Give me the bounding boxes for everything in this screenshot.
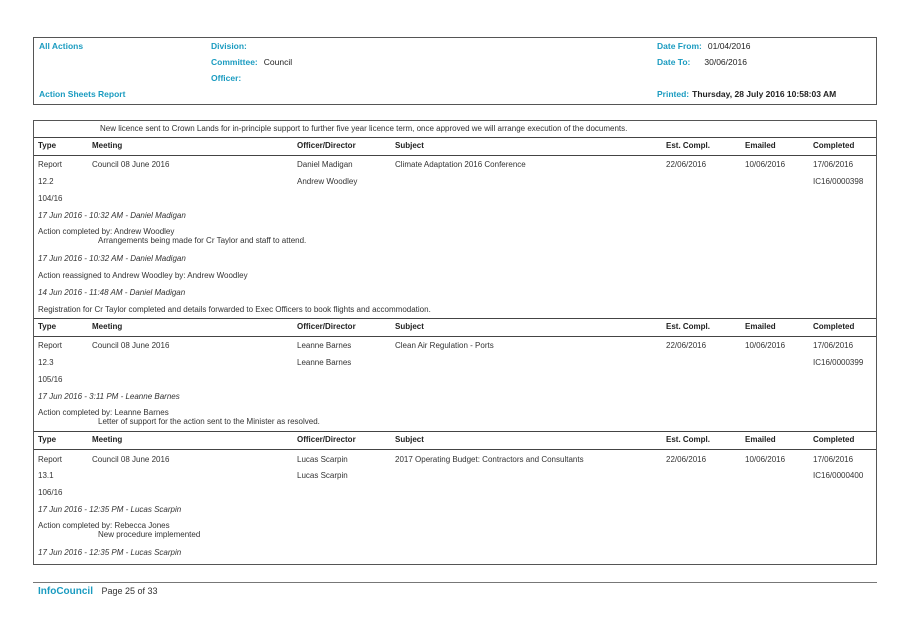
log-entry: Action reassigned to Andrew Woodley by: Andrew Woodley [38,271,248,280]
division-label: Division: [211,41,247,51]
log-stamp: 17 Jun 2016 - 3:11 PM - Leanne Barnes [38,392,180,401]
log-entry: Registration for Cr Taylor completed and details forwarded to Exec Officers to book flights and accommodation. [38,305,431,314]
log-stamp: 17 Jun 2016 - 10:32 AM - Daniel Madigan [38,211,186,220]
date-to-value: 30/06/2016 [704,57,747,67]
date-to: Date To: 30/06/2016 [657,57,747,67]
log-stamp: 14 Jun 2016 - 11:48 AM - Daniel Madigan [38,288,186,297]
intro-note-row [34,121,876,137]
date-from-value: 01/04/2016 [707,41,751,51]
column-header-row: Type Meeting Officer/Director Subject Est. Compl. Emailed Completed [34,431,876,450]
log-stamp: 17 Jun 2016 - 12:35 PM - Lucas Scarpin [38,548,182,557]
table-row: 104/16 [38,194,63,203]
all-actions-label: All Actions [39,41,84,51]
log-entry: Action completed by: Andrew Woodley Arrangements being made for Cr Taylor and staff to attend. [38,227,307,245]
table-row: 12.2 Andrew Woodley IC16/0000398 [38,177,864,186]
page-number: Page 25 of 33 [101,586,158,596]
committee-label: Committee: Council [211,57,293,67]
table-row: 105/16 [38,375,63,384]
committee-value: Council [263,57,293,67]
column-header-row: Type Meeting Officer/Director Subject Est. Compl. Emailed Completed [34,137,876,156]
log-entry: Action completed by: Rebecca Jones New procedure implemented [38,521,201,539]
table-row: Report Council 08 June 2016 Leanne Barnes Clean Air Regulation - Ports 22/06/2016 10/06/2016 17/06/2016 [38,341,854,350]
log-stamp: 17 Jun 2016 - 12:35 PM - Lucas Scarpin [38,505,182,514]
officer-label: Officer: [211,73,242,83]
table-row: 12.3 Leanne Barnes IC16/0000399 [38,358,864,367]
printed-value: Thursday, 28 July 2016 10:58:03 AM [692,89,837,99]
report-header [33,37,877,105]
table-row: 13.1 Lucas Scarpin IC16/0000400 [38,471,864,480]
log-stamp: 17 Jun 2016 - 10:32 AM - Daniel Madigan [38,254,186,263]
printed: Printed: Thursday, 28 July 2016 10:58:03 AM [657,89,837,99]
intro-note: New licence sent to Crown Lands for in-principle support to further five year licence term, once approved we will arrange execution of the documents. [100,124,628,133]
column-header-row: Type Meeting Officer/Director Subject Est. Compl. Emailed Completed [34,318,876,337]
date-from: Date From: 01/04/2016 [657,41,751,51]
log-entry: Action completed by: Leanne Barnes Letter of support for the action sent to the Minister as resolved. [38,408,320,426]
actions-table [33,120,877,565]
brand-name: InfoCouncil [38,586,93,597]
report-title: Action Sheets Report [39,89,126,99]
table-row: Report Council 08 June 2016 Lucas Scarpin 2017 Operating Budget: Contractors and Consultants 22/06/2016 10/06/2016 17/06/2016 [38,455,854,464]
table-row: 106/16 [38,488,63,497]
page-footer [38,586,158,597]
footer-divider [33,582,877,583]
table-row: Report Council 08 June 2016 Daniel Madigan Climate Adaptation 2016 Conference 22/06/2016 10/06/2016 17/06/2016 [38,160,854,169]
